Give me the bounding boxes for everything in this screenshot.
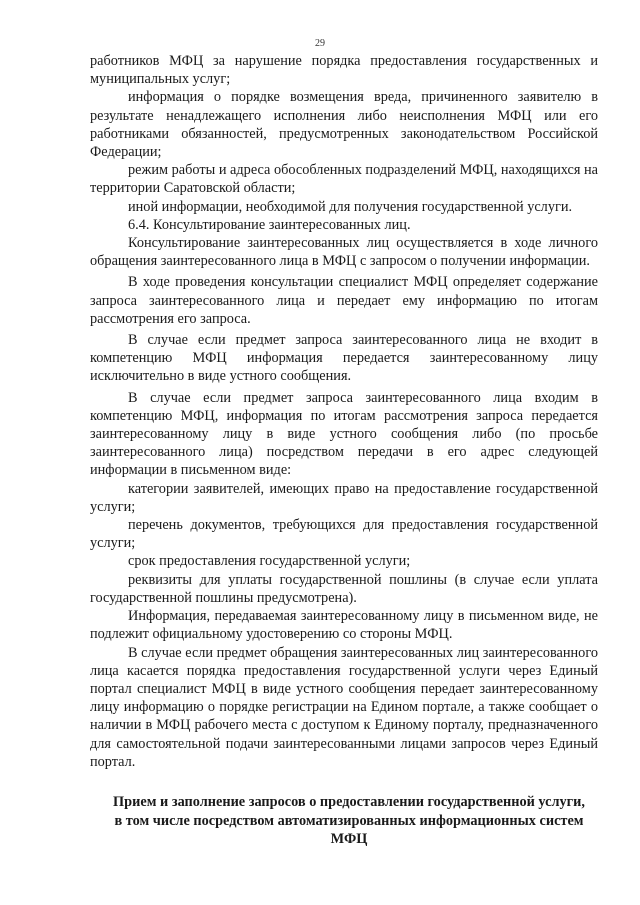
paragraph-in-competence: В случае если предмет запроса заинтересованного лица входим в компетенцию МФЦ, информация по итогам рассмотрения запроса передается заинтересованному лицу в виде устного сообщения либо (по просьбе заинтересованного лица) посредством передачи в его адрес следующей информации в письменном виде: — [90, 389, 598, 479]
paragraph-consultation-process: В ходе проведения консультации специалист МФЦ определяет содержание запроса заинтересованного лица и передает ему информацию по итогам рассмотрения его запроса. — [90, 274, 598, 327]
paragraph-consulting: Консультирование заинтересованных лиц осуществляется в ходе личного обращения заинтересованного лица в МФЦ с запросом о получении информации. — [90, 235, 598, 270]
list-item-deadline: срок предоставления государственной услуги; — [128, 553, 411, 570]
page-number: 29 — [315, 38, 325, 49]
paragraph-written-info: Информация, передаваемая заинтересованному лицу в письменном виде, не подлежит официальному удостоверению со стороны МФЦ. — [90, 608, 598, 643]
paragraph-unified-portal: В случае если предмет обращения заинтересованных лиц заинтересованного лица касается порядка предоставления государственной услуги через Единый портал специалист МФЦ в виде устного сообщения передает заинтересованному лицу информацию о порядке регистрации на Едином портале, а также сообщает о наличии в МФЦ рабочего места с доступом к Единому порталу, предназначенного для самостоятельной подачи заинтересованными лицами запросов через Единый портал. — [90, 644, 598, 770]
paragraph-other-info: иной информации, необходимой для получения государственной услуги. — [128, 198, 573, 215]
list-item-applicant-categories: категории заявителей, имеющих право на предоставление государственной услуги; — [90, 480, 598, 515]
list-item-documents: перечень документов, требующихся для предоставления государственной услуги; — [90, 517, 598, 552]
list-item-fee-details: реквизиты для уплаты государственной пошлины (в случае если уплата государственной пошлины предусмотрена). — [90, 571, 598, 606]
paragraph-damage-info: информация о порядке возмещения вреда, причиненного заявителю в результате ненадлежащего исполнения либо неисполнения МФЦ или его работниками обязанностей, предусмотренных законодательством Российской Федерации; — [90, 89, 598, 161]
paragraph-not-competence: В случае если предмет запроса заинтересованного лица не входит в компетенцию МФЦ информация передается заинтересованному лицу исключительно в виде устного сообщения. — [90, 332, 598, 385]
paragraph-continuation: работников МФЦ за нарушение порядка предоставления государственных и муниципальных услуг; — [90, 53, 598, 88]
section-heading: Прием и заполнение запросов о предоставлении государственной услуги, в том числе посредством автоматизированных информационных систем МФЦ — [113, 794, 585, 848]
paragraph-section-6-4: 6.4. Консультирование заинтересованных лиц. — [128, 216, 411, 233]
body-text — [90, 52, 598, 771]
paragraph-work-schedule: режим работы и адреса обособленных подразделений МФЦ, находящихся на территории Саратовской области; — [90, 162, 598, 197]
